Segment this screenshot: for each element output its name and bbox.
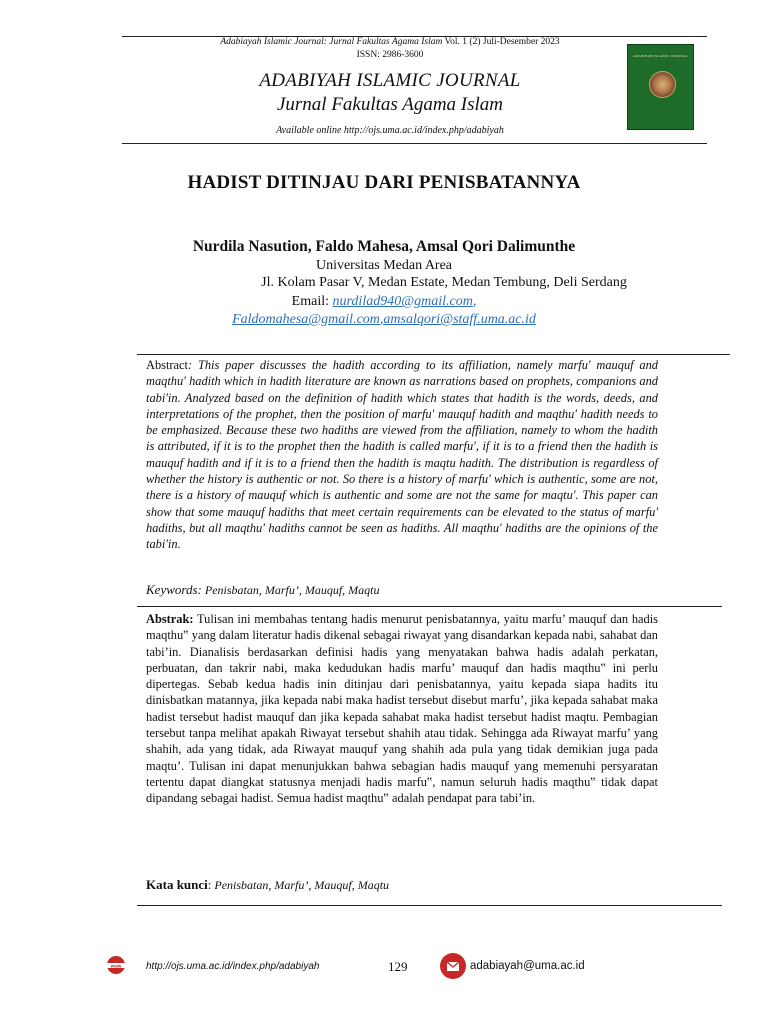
email-line-2 bbox=[0, 312, 768, 328]
issn: ISSN: 2986-3600 bbox=[356, 50, 424, 60]
abstrak-label: Abstrak: bbox=[146, 612, 194, 626]
page-number: 129 bbox=[388, 959, 408, 974]
email-link-3[interactable]: ,amsalqori@staff.uma.ac.id bbox=[379, 312, 536, 327]
journal-citation-line bbox=[150, 37, 630, 47]
abstrak-top-rule bbox=[137, 606, 722, 607]
journal-citation-volume: Vol. 1 (2) Juli-Desember 2023 bbox=[442, 37, 560, 47]
keywords-english bbox=[146, 582, 380, 598]
journal-title: ADABIYAH ISLAMIC JOURNAL bbox=[259, 70, 521, 91]
abstrak-body: Tulisan ini membahas tentang hadis menurut penisbatannya, yaitu marfu’ mauquf dan hadis maqthu‟ yang dalam literatur hadis dikenal sebagai riwayat yang disandarkan kepada nabi, sahabat dan tabi’in. Dianalisis berdasarkan definisi hadis yang menyatakan bahwa hadis adalah perkatan, perbuatan, dan takrir nabi, maka kedudukan hadis marfu’ mauquf dan hadis maqthu‟ ini perlu dipertegas. Sebab kedua hadis inin ditinjau dari penisbatannya, yaitu kepada siapa hadits itu dinisbatkan matannya, jika kepada nabi maka hadist tersebut disebut marfu’, jika kepada sahabat maka hadist tersebut hadist mauquf dan jika kepada sahabat maka hadist tersebut hadist maqtu. Pembagian tersebut tanpa melihat apakah Riwayat tersebut shahih atau tidak. Sehingga ada Riwayat marfu’ yang shahih, ada yang tidak, ada Riwayat mauquf yang shahih ada pula yang tidak demikian juga pada maqtu’. Tulisan ini dapat menunjukkan bahwa sebagian hadis mauquf yang memenuhi persyaratan tertentu dapat diangkat statusnya menjadi hadis marfu‟, namun seluruh hadis maqthu‟ tidak dapat dipandang sebagai hadist. Semua hadist maqthu‟ adalah pendapat para tabi’in. bbox=[146, 612, 658, 806]
envelope-icon bbox=[440, 953, 466, 979]
journal-citation-italic: Adabiayah Islamic Journal: Jurnal Fakultas Agama Islam bbox=[220, 37, 443, 47]
abstract-colon: : bbox=[187, 358, 198, 372]
kata-kunci-text: Penisbatan, Marfu’, Mauquf, Maqtu bbox=[211, 878, 390, 892]
journal-cover-image bbox=[627, 44, 694, 130]
journal-subtitle: Jurnal Fakultas Agama Islam bbox=[276, 94, 504, 115]
author-list: Nurdila Nasution, Faldo Mahesa, Amsal Qori Dalimunthe bbox=[192, 238, 576, 255]
kata-kunci-colon: : bbox=[207, 877, 212, 892]
paper-title: HADIST DITINJAU DARI PENISBATANNYA bbox=[187, 172, 581, 193]
svg-text:www: www bbox=[110, 963, 122, 969]
abstract-indonesian bbox=[146, 611, 658, 807]
affiliation: Universitas Medan Area bbox=[315, 258, 453, 273]
abstract-top-rule bbox=[137, 354, 730, 355]
email-link-2[interactable]: Faldomahesa@gmail.com bbox=[232, 312, 380, 327]
footer-email[interactable]: adabiayah@uma.ac.id bbox=[470, 960, 585, 972]
email-line bbox=[0, 294, 768, 310]
keywords-text: Penisbatan, Marfu’, Mauquf, Maqtu bbox=[201, 583, 380, 597]
keywords-indonesian bbox=[146, 877, 389, 893]
abstract-body: This paper discusses the hadith according to its affiliation, namely marfu' mauquf and maqthu' hadith which in hadith literature are known as narrations based on prophets, companions and tabi'in. Analyzed based on the definition of hadith which states that hadith is the words, deeds, and interpretations of the prophet, then the position of marfu' mauquf hadith and maqthu' hadith needs to be emphasized. Because these two hadiths are viewed from the affiliation, namely to whom the hadith is attributed, if it is to the prophet then the hadith is called marfu', if it is to a friend then the hadith is mauquf hadith and if it is to a friend then the hadith is maqtu hadith. The distribution is regardless of whether the history is authentic or not. So there is a history of marfu' which is authentic, some are not, there is a history of mauquf which is authentic and some are not the same for maqtu'. This paper can show that some mauquf hadiths that meet certain requirements can be elevated to the status of marfu' hadiths, but all maqthu' hadiths cannot be seen as hadiths. All maqthu' hadiths are the opinions of the tabi'in. bbox=[146, 358, 658, 552]
keywords-label: Keywords: bbox=[146, 582, 202, 597]
email-separator: , bbox=[472, 294, 477, 309]
available-online: Available online http://ojs.uma.ac.id/index.php/adabiyah bbox=[276, 125, 504, 136]
header-bottom-rule bbox=[122, 143, 707, 144]
address: Jl. Kolam Pasar V, Medan Estate, Medan Tembung, Deli Serdang bbox=[261, 275, 627, 290]
abstrak-bottom-rule bbox=[137, 905, 722, 906]
footer-url[interactable]: http://ojs.uma.ac.id/index.php/adabiyah bbox=[146, 961, 320, 972]
abstract-english bbox=[146, 357, 658, 553]
www-icon bbox=[105, 955, 127, 975]
email-link-1[interactable]: nurdilad940@gmail.com bbox=[332, 294, 473, 309]
cover-seal-icon bbox=[649, 71, 676, 98]
email-label: Email: bbox=[291, 294, 333, 309]
abstract-label: Abstract bbox=[146, 358, 188, 372]
kata-kunci-label: Kata kunci bbox=[146, 877, 208, 892]
cover-title: ADABIYAH ISLAMIC JOURNAL bbox=[632, 54, 689, 58]
